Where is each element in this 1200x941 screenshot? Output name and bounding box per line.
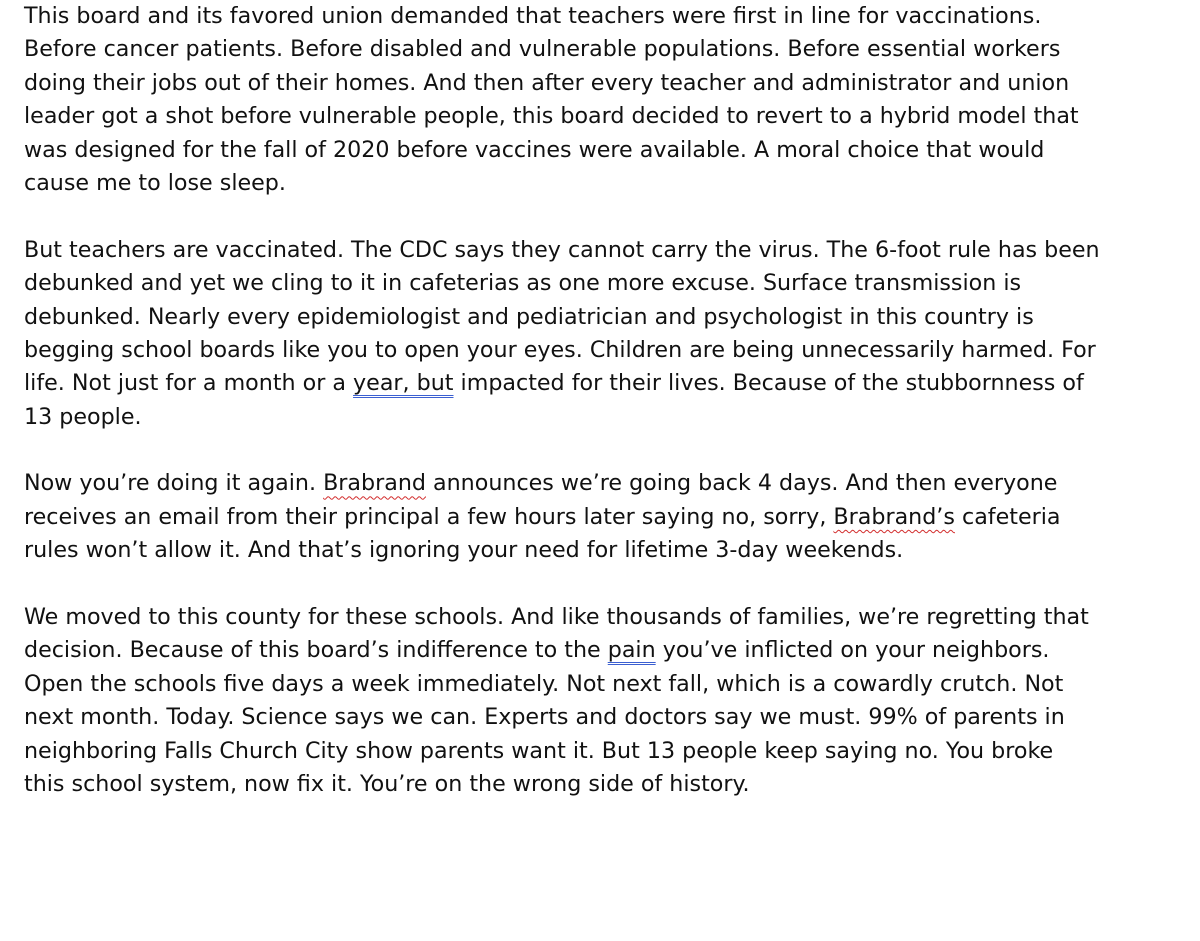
text-run: leader got a shot before vulnerable people, this board decided to revert to a hybrid model that: [24, 103, 1079, 130]
text-run: neighboring Falls Church City show parents want it. But 13 people keep saying no. You broke: [24, 737, 1054, 764]
text-line: [24, 301, 1190, 334]
text-run: Before cancer patients. Before disabled and vulnerable populations. Before essential workers: [24, 36, 1061, 63]
text-line: [24, 334, 1190, 367]
paragraph-3: [24, 467, 1190, 567]
document-body[interactable]: [24, 0, 1190, 835]
spelling-flagged-word[interactable]: Brabrand: [323, 470, 426, 497]
text-run: this school system, now fix it. You’re on the wrong side of history.: [24, 770, 750, 797]
text-run: you’ve inflicted on your neighbors.: [655, 637, 1050, 664]
text-run: But teachers are vaccinated. The CDC says they cannot carry the virus. The 6-foot rule has been: [24, 236, 1100, 263]
text-line: [24, 501, 1190, 534]
text-line: [24, 601, 1190, 634]
text-run: was designed for the fall of 2020 before vaccines were available. A moral choice that would: [24, 136, 1045, 163]
text-line: [24, 134, 1190, 167]
text-line: [24, 0, 1190, 33]
text-run: debunked. Nearly every epidemiologist and pediatrician and psychologist in this country is: [24, 303, 1034, 330]
text-run: life. Not just for a month or a: [24, 370, 354, 397]
text-run: Now you’re doing it again.: [24, 470, 324, 497]
text-line: [24, 234, 1190, 267]
text-run: next month. Today. Science says we can. Experts and doctors say we must. 99% of parents in: [24, 704, 1065, 731]
text-line: [24, 668, 1190, 701]
text-line: [24, 401, 1190, 434]
text-line: [24, 267, 1190, 300]
text-run: decision. Because of this board’s indifference to the: [24, 637, 608, 664]
text-run: announces we’re going back 4 days. And then everyone: [425, 470, 1058, 497]
text-line: [24, 701, 1190, 734]
text-run: receives an email from their principal a few hours later saying no, sorry,: [24, 503, 834, 530]
text-line: [24, 735, 1190, 768]
text-line: [24, 467, 1190, 500]
paragraph-4: [24, 601, 1190, 801]
text-line: [24, 768, 1190, 801]
text-run: begging school boards like you to open your eyes. Children are being unnecessarily harmed. For: [24, 336, 1096, 363]
text-line: [24, 67, 1190, 100]
text-run: rules won’t allow it. And that’s ignoring your need for lifetime 3-day weekends.: [24, 537, 904, 564]
text-run: doing their jobs out of their homes. And then after every teacher and administrator and union: [24, 69, 1070, 96]
text-line: [24, 534, 1190, 567]
text-line: [24, 634, 1190, 667]
spelling-flagged-word[interactable]: Brabrand’s: [833, 503, 955, 530]
text-run: cafeteria: [954, 503, 1061, 530]
text-run: This board and its favored union demanded that teachers were first in line for vaccinations.: [24, 3, 1042, 29]
text-line: [24, 100, 1190, 133]
text-run: cause me to lose sleep.: [24, 169, 286, 196]
text-line: [24, 367, 1190, 400]
paragraph-1: [24, 0, 1190, 200]
text-run: debunked and yet we cling to it in cafeterias as one more excuse. Surface transmission is: [24, 270, 1022, 297]
text-line: [24, 167, 1190, 200]
text-line: [24, 33, 1190, 66]
text-run: We moved to this county for these schools. And like thousands of families, we’re regretting that: [24, 604, 1089, 631]
text-run: Open the schools five days a week immediately. Not next fall, which is a cowardly crutch. Not: [24, 670, 1064, 697]
text-run: impacted for their lives. Because of the stubbornness of: [453, 370, 1084, 397]
text-run: 13 people.: [24, 403, 142, 430]
grammar-flagged-word[interactable]: year, but: [353, 370, 454, 397]
paragraph-2: [24, 234, 1190, 434]
grammar-flagged-word[interactable]: pain: [607, 637, 656, 664]
